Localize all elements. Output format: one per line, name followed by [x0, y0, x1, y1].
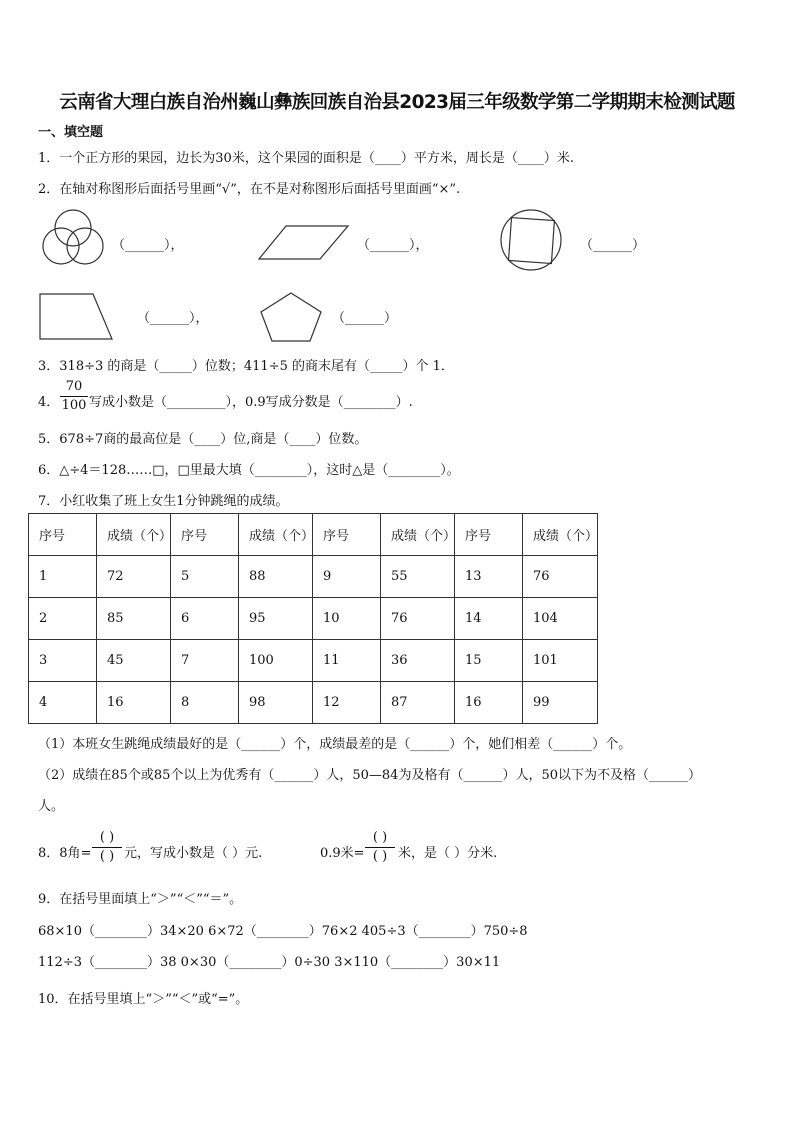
table-cell: 12: [313, 682, 381, 724]
section-heading-fill-blanks: 一、填空题: [38, 125, 104, 140]
table-cell: 76: [523, 556, 598, 598]
table-cell: 8: [171, 682, 239, 724]
table-cell: 85: [97, 598, 171, 640]
question-9-line-2: 112÷3（________）38 0×30（________）0÷30 3×110（________）30×11: [38, 955, 501, 970]
question-8-end: 米，是（ ）分米.: [398, 846, 498, 861]
table-cell: 4: [29, 682, 97, 724]
table-cell: 6: [171, 598, 239, 640]
table-header-cell: 成绩（个）: [523, 514, 598, 556]
table-cell: 16: [455, 682, 523, 724]
table-cell: 16: [97, 682, 171, 724]
page-title: 云南省大理白族自治州巍山彝族回族自治县2023届三年级数学第二学期期末检测试题: [59, 92, 735, 113]
question-8-middle: 元，写成小数是（ ）元.: [124, 846, 263, 861]
parallelogram-figure: [258, 224, 352, 262]
table-cell: 101: [523, 640, 598, 682]
question-10: 10．在括号里填上“＞”“＜”或“=”。: [38, 992, 249, 1007]
table-cell: 9: [313, 556, 381, 598]
question-4-number: 4．: [38, 395, 60, 410]
table-cell: 99: [523, 682, 598, 724]
table-row: [29, 640, 598, 682]
q4-fraction-denominator: 100: [61, 398, 87, 413]
question-9: 9．在括号里面填上“＞”“＜”“＝”。: [38, 892, 243, 907]
table-cell: 2: [29, 598, 97, 640]
q2-blank-2[interactable]: （______），: [357, 238, 429, 253]
question-7-part-1: （1）本班女生跳绳成绩最好的是（______）个，成绩最差的是（______）个，她们相差（______）个。: [38, 737, 632, 752]
question-7-part-2-continued: 人。: [38, 799, 65, 814]
table-cell: 88: [239, 556, 313, 598]
question-4-text: 写成小数是（_________），0.9写成分数是（________）.: [89, 395, 413, 410]
table-header-row: [29, 514, 598, 556]
question-8-prefix: 8．8角=: [38, 846, 92, 861]
table-cell: 95: [239, 598, 313, 640]
table-cell: 10: [313, 598, 381, 640]
table-cell: 36: [381, 640, 455, 682]
table-row: [29, 556, 598, 598]
q2-blank-1[interactable]: （______），: [112, 238, 184, 253]
table-cell: 15: [455, 640, 523, 682]
question-5: 5．678÷7商的最高位是（____）位,商是（____）位数。: [38, 432, 368, 447]
fraction-bar: [92, 847, 122, 848]
table-cell: 98: [239, 682, 313, 724]
q8-fraction-2-numerator[interactable]: ( ): [372, 830, 388, 845]
table-cell: 13: [455, 556, 523, 598]
q2-blank-3[interactable]: （______）: [580, 238, 646, 253]
question-9-line-1: 68×10（________）34×20 6×72（________）76×2 405÷3（________）750÷8: [38, 924, 528, 939]
table-row: [29, 682, 598, 724]
fraction-bar: [60, 396, 88, 397]
table-header-cell: 序号: [455, 514, 523, 556]
q2-blank-4[interactable]: （______），: [137, 311, 209, 326]
q4-fraction-numerator: 70: [65, 379, 83, 394]
table-cell: 72: [97, 556, 171, 598]
table-cell: 87: [381, 682, 455, 724]
q8-fraction-2[interactable]: [365, 830, 395, 865]
pentagon-figure: [258, 291, 324, 343]
table-cell: 104: [523, 598, 598, 640]
jump-rope-scores-table: [28, 513, 598, 724]
table-cell: 3: [29, 640, 97, 682]
table-header-cell: 成绩（个）: [97, 514, 171, 556]
table-cell: 100: [239, 640, 313, 682]
q4-fraction: [60, 379, 88, 414]
question-7-part-2: （2）成绩在85个或85个以上为优秀有（______）人，50—84为及格有（______）人，50以下为不及格（______）: [38, 768, 701, 783]
table-header-cell: 序号: [171, 514, 239, 556]
q8-fraction-1-denominator[interactable]: ( ): [99, 849, 115, 864]
table-cell: 14: [455, 598, 523, 640]
table-header-cell: 成绩（个）: [239, 514, 313, 556]
q8-fraction-1-numerator[interactable]: ( ): [99, 830, 115, 845]
table-header-cell: 成绩（个）: [381, 514, 455, 556]
table-cell: 1: [29, 556, 97, 598]
table-cell: 45: [97, 640, 171, 682]
trapezoid-figure: [38, 292, 114, 342]
square-in-circle-figure: [498, 207, 564, 273]
table-cell: 76: [381, 598, 455, 640]
question-8-part2-prefix: 0.9米=: [320, 846, 365, 861]
question-6: 6．△÷4＝128……□，□里最大填（________），这时△是（________）。: [38, 463, 460, 478]
fraction-bar: [365, 847, 395, 848]
table-cell: 5: [171, 556, 239, 598]
q2-blank-5[interactable]: （______）: [332, 311, 398, 326]
q8-fraction-2-denominator[interactable]: ( ): [372, 849, 388, 864]
question-3: 3．318÷3 的商是（_____）位数；411÷5 的商末尾有（_____）个 1．: [38, 359, 454, 374]
table-cell: 7: [171, 640, 239, 682]
question-7: 7．小红收集了班上女生1分钟跳绳的成绩。: [38, 494, 289, 509]
q8-fraction-1[interactable]: [92, 830, 122, 865]
three-circles-figure: [40, 206, 106, 272]
table-header-cell: 序号: [313, 514, 381, 556]
table-row: [29, 598, 598, 640]
table-header-cell: 序号: [29, 514, 97, 556]
question-1: 1．一个正方形的果园，边长为30米，这个果园的面积是（____）平方米，周长是（____）米.: [38, 151, 574, 166]
question-2: 2．在轴对称图形后面括号里画“√”，在不是对称图形后面括号里面画“×”.: [38, 182, 461, 197]
table-cell: 11: [313, 640, 381, 682]
table-cell: 55: [381, 556, 455, 598]
